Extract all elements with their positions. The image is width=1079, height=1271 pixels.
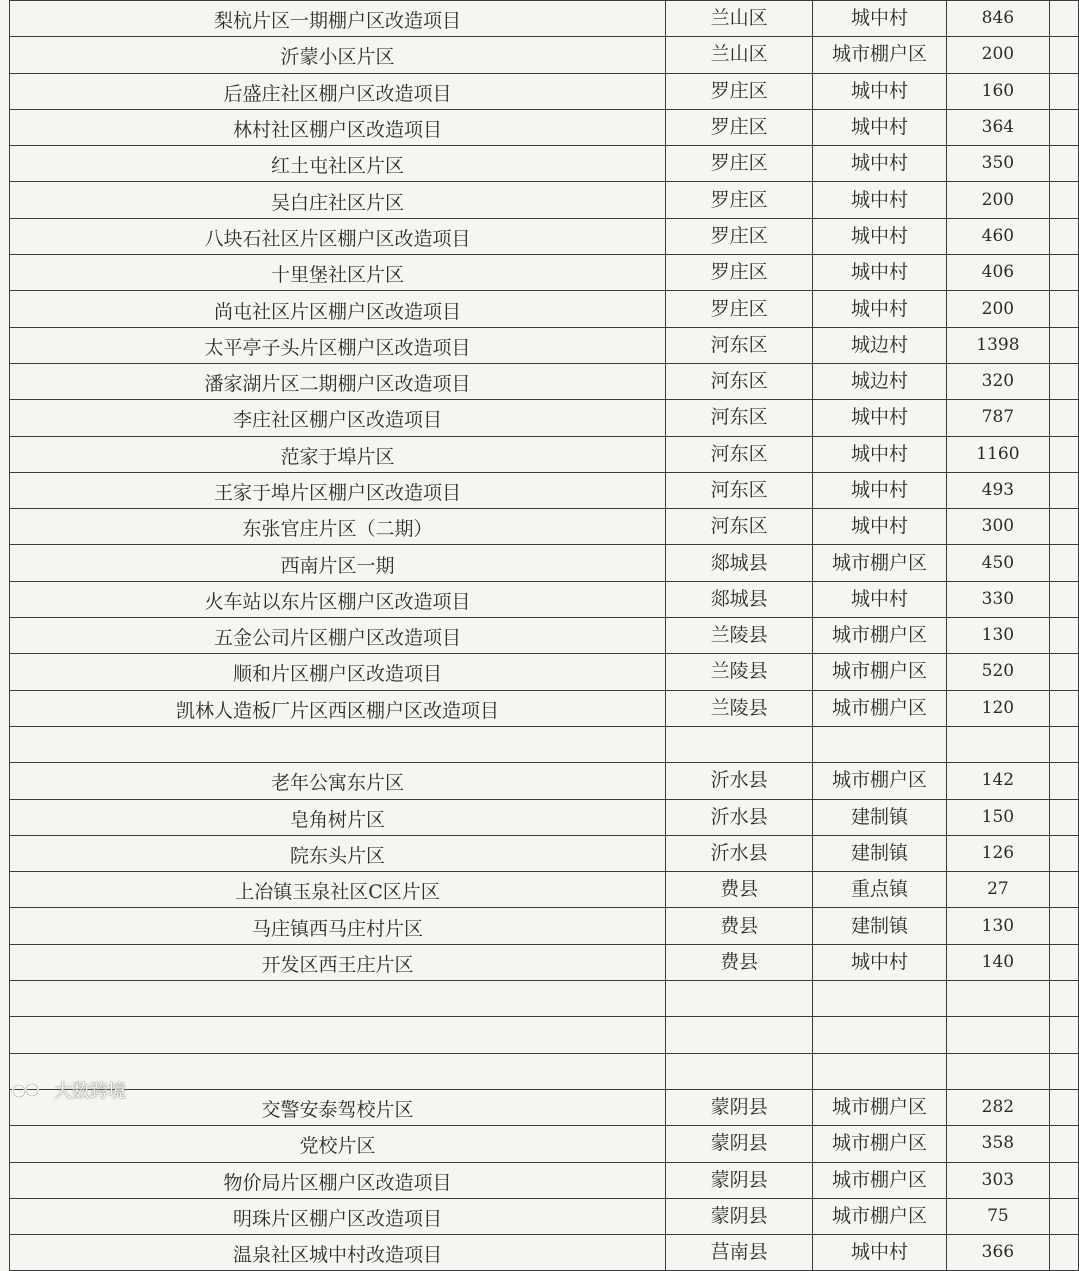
area-type-cell: 建制镇 [813, 908, 947, 944]
table-row [10, 835, 1079, 871]
household-count-cell: 150 [946, 799, 1049, 835]
project-name-cell [10, 1017, 666, 1053]
table-row [10, 654, 1079, 690]
area-type-cell [813, 1053, 947, 1089]
extra-cell [1049, 472, 1078, 508]
table-row [10, 472, 1079, 508]
table-row [10, 291, 1079, 327]
district-cell: 罗庄区 [666, 182, 813, 218]
table-row [10, 545, 1079, 581]
project-name-cell: 东张官庄片区（二期） [10, 509, 666, 545]
district-cell: 沂水县 [666, 763, 813, 799]
district-cell: 沂水县 [666, 835, 813, 871]
area-type-cell: 城市棚户区 [813, 763, 947, 799]
project-name-cell: 开发区西王庄片区 [10, 944, 666, 980]
household-count-cell: 75 [946, 1198, 1049, 1234]
project-name-cell: 梨杭片区一期棚户区改造项目 [10, 1, 666, 37]
project-name-cell: 马庄镇西马庄村片区 [10, 908, 666, 944]
household-count-cell [946, 981, 1049, 1017]
district-cell: 兰陵县 [666, 690, 813, 726]
household-count-cell: 282 [946, 1089, 1049, 1125]
table-row [10, 944, 1079, 980]
area-type-cell: 城中村 [813, 581, 947, 617]
table-row [10, 218, 1079, 254]
project-name-cell: 太平亭子头片区棚户区改造项目 [10, 327, 666, 363]
district-cell: 河东区 [666, 327, 813, 363]
district-cell: 费县 [666, 872, 813, 908]
area-type-cell: 城中村 [813, 436, 947, 472]
table-row [10, 255, 1079, 291]
household-count-cell: 200 [946, 37, 1049, 73]
district-cell: 郯城县 [666, 581, 813, 617]
extra-cell [1049, 763, 1078, 799]
extra-cell [1049, 835, 1078, 871]
household-count-cell: 460 [946, 218, 1049, 254]
table-row [10, 1126, 1079, 1162]
district-cell: 河东区 [666, 363, 813, 399]
project-name-cell: 物价局片区棚户区改造项目 [10, 1162, 666, 1198]
project-name-cell: 老年公寓东片区 [10, 763, 666, 799]
household-count-cell: 140 [946, 944, 1049, 980]
household-count-cell: 120 [946, 690, 1049, 726]
area-type-cell: 城市棚户区 [813, 545, 947, 581]
extra-cell [1049, 255, 1078, 291]
watermark-text: 大数跨境 [54, 1081, 126, 1102]
area-type-cell: 城中村 [813, 472, 947, 508]
table-row [10, 1162, 1079, 1198]
area-type-cell: 城市棚户区 [813, 1162, 947, 1198]
extra-cell [1049, 363, 1078, 399]
district-cell: 蒙阴县 [666, 1089, 813, 1125]
district-cell: 莒南县 [666, 1235, 813, 1271]
household-count-cell: 364 [946, 109, 1049, 145]
district-cell: 沂水县 [666, 799, 813, 835]
project-name-cell: 尚屯社区片区棚户区改造项目 [10, 291, 666, 327]
area-type-cell: 城中村 [813, 146, 947, 182]
area-type-cell: 城市棚户区 [813, 690, 947, 726]
table-row [10, 37, 1079, 73]
district-cell: 费县 [666, 944, 813, 980]
project-name-cell [10, 726, 666, 762]
extra-cell [1049, 37, 1078, 73]
household-count-cell: 406 [946, 255, 1049, 291]
district-cell [666, 981, 813, 1017]
extra-cell [1049, 291, 1078, 327]
table-row [10, 1, 1079, 37]
table-row [10, 146, 1079, 182]
table-row [10, 872, 1079, 908]
project-name-cell: 王家于埠片区棚户区改造项目 [10, 472, 666, 508]
watermark [10, 1077, 126, 1103]
project-name-cell: 火车站以东片区棚户区改造项目 [10, 581, 666, 617]
project-name-cell: 八块石社区片区棚户区改造项目 [10, 218, 666, 254]
district-cell: 蒙阴县 [666, 1126, 813, 1162]
table-row [10, 327, 1079, 363]
extra-cell [1049, 581, 1078, 617]
district-cell [666, 726, 813, 762]
area-type-cell: 城中村 [813, 291, 947, 327]
project-table-body [10, 1, 1079, 1271]
district-cell: 罗庄区 [666, 255, 813, 291]
area-type-cell [813, 981, 947, 1017]
household-count-cell: 520 [946, 654, 1049, 690]
project-name-cell: 李庄社区棚户区改造项目 [10, 400, 666, 436]
household-count-cell: 160 [946, 73, 1049, 109]
project-name-cell: 林村社区棚户区改造项目 [10, 109, 666, 145]
district-cell: 蒙阴县 [666, 1198, 813, 1234]
table-row [10, 726, 1079, 762]
project-name-cell: 明珠片区棚户区改造项目 [10, 1198, 666, 1234]
district-cell: 费县 [666, 908, 813, 944]
household-count-cell: 493 [946, 472, 1049, 508]
household-count-cell: 130 [946, 618, 1049, 654]
table-row [10, 1017, 1079, 1053]
district-cell: 罗庄区 [666, 73, 813, 109]
district-cell: 兰陵县 [666, 654, 813, 690]
household-count-cell [946, 726, 1049, 762]
household-count-cell [946, 1053, 1049, 1089]
extra-cell [1049, 654, 1078, 690]
extra-cell [1049, 509, 1078, 545]
table-row [10, 400, 1079, 436]
household-count-cell: 846 [946, 1, 1049, 37]
project-name-cell: 温泉社区城中村改造项目 [10, 1235, 666, 1271]
project-name-cell: 凯林人造板厂片区西区棚户区改造项目 [10, 690, 666, 726]
project-name-cell: 顺和片区棚户区改造项目 [10, 654, 666, 690]
household-count-cell: 450 [946, 545, 1049, 581]
table-row [10, 109, 1079, 145]
project-name-cell: 五金公司片区棚户区改造项目 [10, 618, 666, 654]
project-name-cell: 交警安泰驾校片区 [10, 1089, 666, 1125]
district-cell: 河东区 [666, 472, 813, 508]
extra-cell [1049, 327, 1078, 363]
project-name-cell: 西南片区一期 [10, 545, 666, 581]
household-count-cell: 350 [946, 146, 1049, 182]
table-row [10, 1089, 1079, 1125]
area-type-cell: 城中村 [813, 182, 947, 218]
household-count-cell: 142 [946, 763, 1049, 799]
extra-cell [1049, 618, 1078, 654]
district-cell: 兰陵县 [666, 618, 813, 654]
area-type-cell: 城边村 [813, 327, 947, 363]
table-row [10, 1198, 1079, 1234]
table-row [10, 1053, 1079, 1089]
household-count-cell: 358 [946, 1126, 1049, 1162]
household-count-cell: 1160 [946, 436, 1049, 472]
area-type-cell: 城中村 [813, 944, 947, 980]
table-row [10, 182, 1079, 218]
household-count-cell: 1398 [946, 327, 1049, 363]
extra-cell [1049, 146, 1078, 182]
district-cell: 罗庄区 [666, 109, 813, 145]
extra-cell [1049, 726, 1078, 762]
district-cell: 河东区 [666, 400, 813, 436]
district-cell: 罗庄区 [666, 218, 813, 254]
project-name-cell: 皂角树片区 [10, 799, 666, 835]
project-name-cell: 范家于埠片区 [10, 436, 666, 472]
project-name-cell: 吴白庄社区片区 [10, 182, 666, 218]
extra-cell [1049, 109, 1078, 145]
district-cell: 罗庄区 [666, 291, 813, 327]
project-name-cell [10, 981, 666, 1017]
extra-cell [1049, 944, 1078, 980]
table-row [10, 908, 1079, 944]
extra-cell [1049, 799, 1078, 835]
project-name-cell: 潘家湖片区二期棚户区改造项目 [10, 363, 666, 399]
area-type-cell: 城中村 [813, 73, 947, 109]
district-cell: 河东区 [666, 436, 813, 472]
household-count-cell [946, 1017, 1049, 1053]
extra-cell [1049, 1198, 1078, 1234]
area-type-cell: 城市棚户区 [813, 37, 947, 73]
area-type-cell: 城市棚户区 [813, 1089, 947, 1125]
household-count-cell: 300 [946, 509, 1049, 545]
project-name-cell: 沂蒙小区片区 [10, 37, 666, 73]
area-type-cell: 城中村 [813, 1235, 947, 1271]
extra-cell [1049, 1053, 1078, 1089]
extra-cell [1049, 436, 1078, 472]
extra-cell [1049, 400, 1078, 436]
area-type-cell [813, 1017, 947, 1053]
area-type-cell: 城中村 [813, 509, 947, 545]
district-cell: 河东区 [666, 509, 813, 545]
area-type-cell: 城中村 [813, 400, 947, 436]
household-count-cell: 366 [946, 1235, 1049, 1271]
area-type-cell: 城中村 [813, 1, 947, 37]
weibo-logo-icon [10, 1081, 50, 1099]
extra-cell [1049, 1089, 1078, 1125]
area-type-cell: 城市棚户区 [813, 654, 947, 690]
area-type-cell: 城市棚户区 [813, 1126, 947, 1162]
table-row [10, 763, 1079, 799]
table-row [10, 73, 1079, 109]
district-cell: 郯城县 [666, 545, 813, 581]
area-type-cell: 城中村 [813, 218, 947, 254]
household-count-cell: 200 [946, 182, 1049, 218]
table-row [10, 509, 1079, 545]
extra-cell [1049, 1126, 1078, 1162]
table-row [10, 799, 1079, 835]
extra-cell [1049, 218, 1078, 254]
district-cell [666, 1017, 813, 1053]
area-type-cell: 城边村 [813, 363, 947, 399]
area-type-cell: 重点镇 [813, 872, 947, 908]
table-row [10, 618, 1079, 654]
project-name-cell: 院东头片区 [10, 835, 666, 871]
extra-cell [1049, 545, 1078, 581]
project-name-cell: 后盛庄社区棚户区改造项目 [10, 73, 666, 109]
area-type-cell: 城中村 [813, 109, 947, 145]
project-name-cell: 红土屯社区片区 [10, 146, 666, 182]
district-cell: 蒙阴县 [666, 1162, 813, 1198]
project-name-cell: 十里堡社区片区 [10, 255, 666, 291]
district-cell: 兰山区 [666, 37, 813, 73]
extra-cell [1049, 690, 1078, 726]
area-type-cell: 建制镇 [813, 835, 947, 871]
table-row [10, 981, 1079, 1017]
extra-cell [1049, 1017, 1078, 1053]
household-count-cell: 303 [946, 1162, 1049, 1198]
table-row [10, 1235, 1079, 1271]
household-count-cell: 130 [946, 908, 1049, 944]
table-row [10, 581, 1079, 617]
household-count-cell: 200 [946, 291, 1049, 327]
area-type-cell: 建制镇 [813, 799, 947, 835]
household-count-cell: 787 [946, 400, 1049, 436]
area-type-cell: 城市棚户区 [813, 618, 947, 654]
extra-cell [1049, 1, 1078, 37]
table-row [10, 690, 1079, 726]
area-type-cell: 城中村 [813, 255, 947, 291]
extra-cell [1049, 981, 1078, 1017]
household-count-cell: 126 [946, 835, 1049, 871]
extra-cell [1049, 908, 1078, 944]
project-name-cell: 上冶镇玉泉社区C区片区 [10, 872, 666, 908]
extra-cell [1049, 1162, 1078, 1198]
extra-cell [1049, 872, 1078, 908]
district-cell: 兰山区 [666, 1, 813, 37]
household-count-cell: 320 [946, 363, 1049, 399]
extra-cell [1049, 182, 1078, 218]
project-table [9, 0, 1079, 1271]
extra-cell [1049, 1235, 1078, 1271]
project-name-cell: 党校片区 [10, 1126, 666, 1162]
household-count-cell: 330 [946, 581, 1049, 617]
table-row [10, 363, 1079, 399]
district-cell: 罗庄区 [666, 146, 813, 182]
extra-cell [1049, 73, 1078, 109]
table-row [10, 436, 1079, 472]
area-type-cell [813, 726, 947, 762]
area-type-cell: 城市棚户区 [813, 1198, 947, 1234]
household-count-cell: 27 [946, 872, 1049, 908]
district-cell [666, 1053, 813, 1089]
